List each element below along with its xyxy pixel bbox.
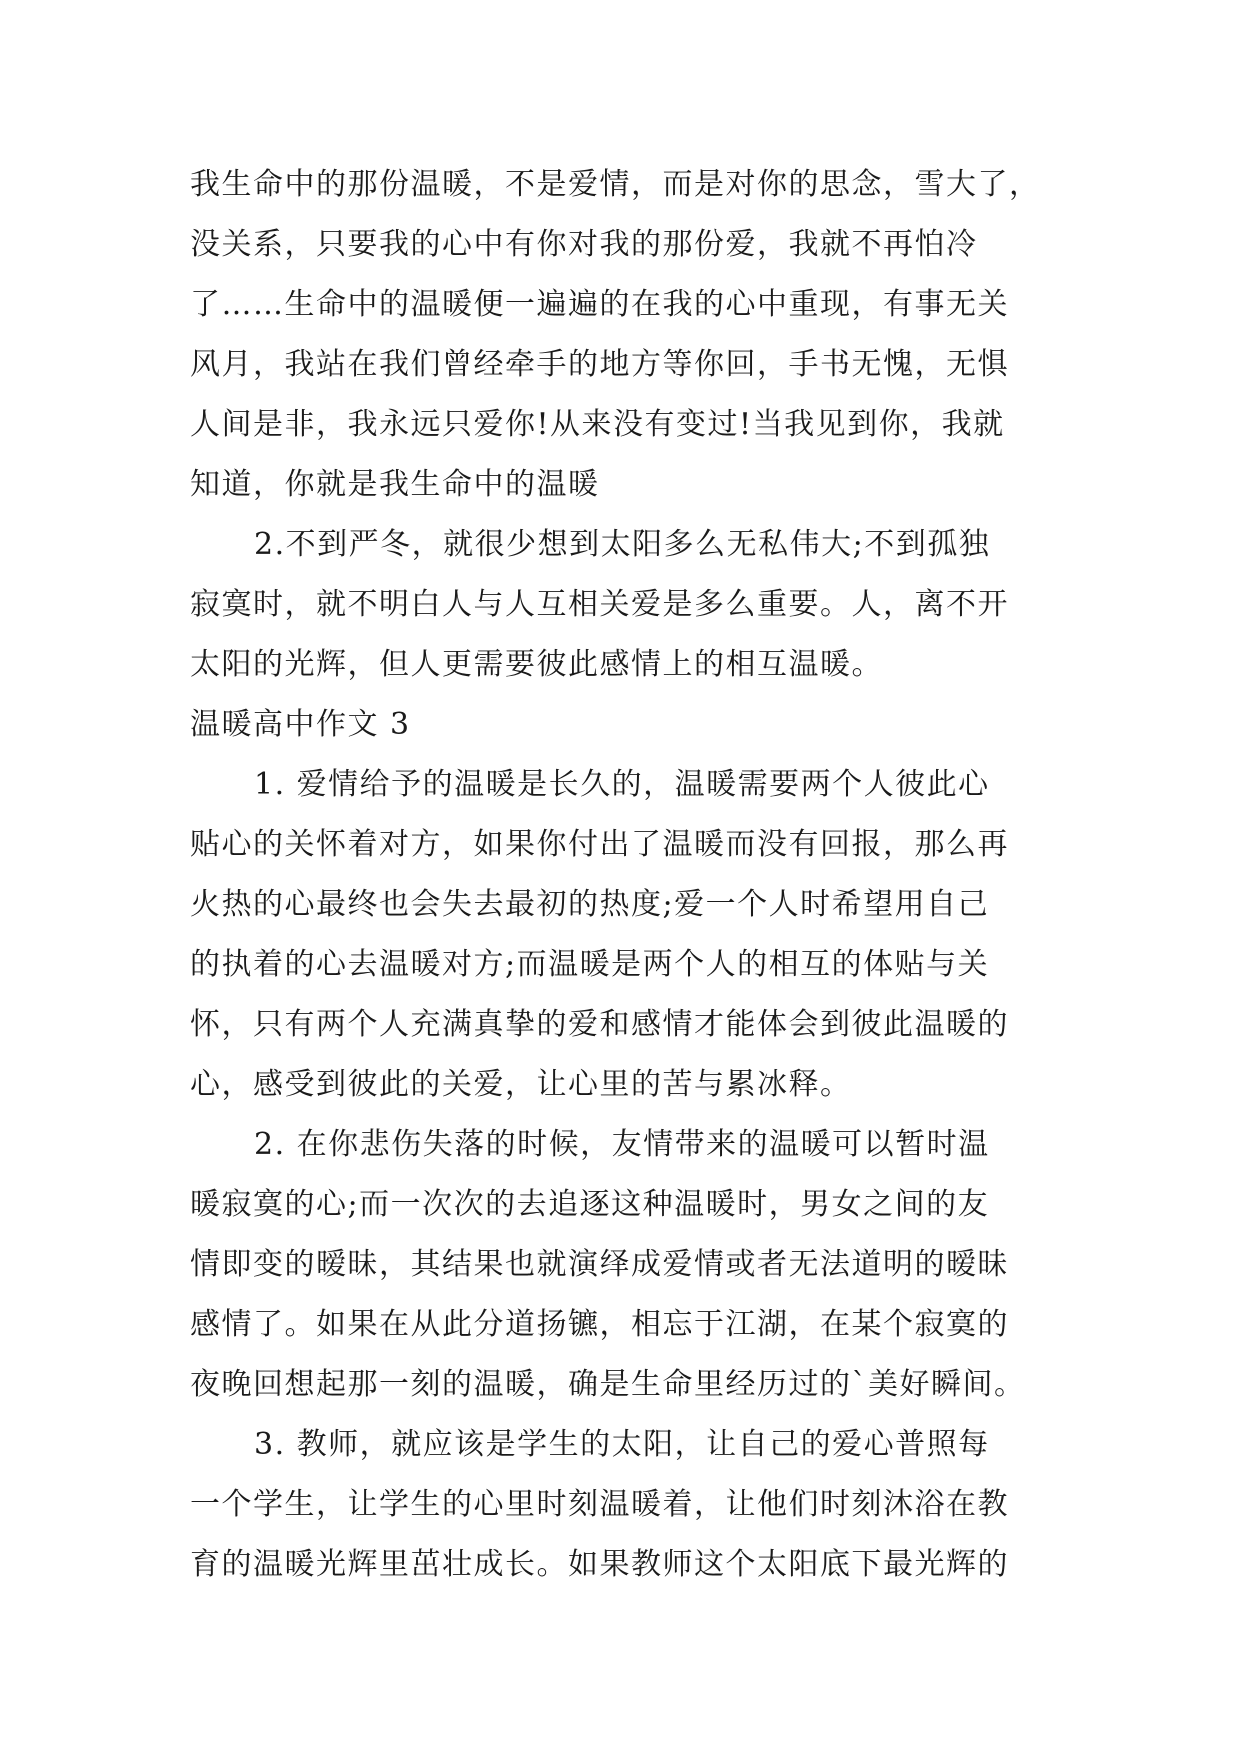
text-line: 我生命中的那份温暖，不是爱情，而是对你的思念，雪大了， — [190, 167, 1041, 202]
text-line: 怀，只有两个人充满真挚的爱和感情才能体会到彼此温暖的 — [190, 1007, 1009, 1042]
text-line: 心，感受到彼此的关爱，让心里的苦与累冰释。 — [190, 1067, 852, 1102]
document-body — [190, 155, 1060, 1595]
text-line: 感情了。如果在从此分道扬镳，相忘于江湖，在某个寂寞的 — [190, 1307, 1009, 1342]
text-line: 1. 爱情给予的温暖是长久的，温暖需要两个人彼此心 — [254, 767, 990, 802]
text-line: 没关系，只要我的心中有你对我的那份爱，我就不再怕冷 — [190, 227, 978, 262]
text-line: 火热的心最终也会失去最初的热度;爱一个人时希望用自己 — [190, 887, 990, 922]
paragraph-love-warmth — [190, 755, 1060, 1115]
text-line: 一个学生，让学生的心里时刻温暖着，让他们时刻沐浴在教 — [190, 1487, 1009, 1522]
text-line: 寂寞时，就不明白人与人互相关爱是多么重要。人，离不开 — [190, 587, 1009, 622]
text-line: 的执着的心去温暖对方;而温暖是两个人的相互的体贴与关 — [190, 947, 990, 982]
text-line: 2. 在你悲伤失落的时候，友情带来的温暖可以暂时温 — [254, 1127, 990, 1162]
essay-title: 温暖高中作文 3 — [190, 707, 411, 742]
text-line: 夜晚回想起那一刻的温暖，确是生命里经历过的`美好瞬间。 — [190, 1367, 1026, 1402]
text-line: 人间是非，我永远只爱你!从来没有变过!当我见到你，我就 — [190, 407, 1005, 442]
paragraph-winter-sun — [190, 515, 1060, 695]
paragraph-friendship-warmth — [190, 1115, 1060, 1415]
text-line: 了……生命中的温暖便一遍遍的在我的心中重现，有事无关 — [190, 287, 1009, 322]
text-line: 太阳的光辉，但人更需要彼此感情上的相互温暖。 — [190, 647, 883, 682]
text-line: 情即变的暧昧，其结果也就演绎成爱情或者无法道明的暧昧 — [190, 1247, 1009, 1282]
text-line: 育的温暖光辉里茁壮成长。如果教师这个太阳底下最光辉的 — [190, 1547, 1009, 1582]
text-line: 暖寂寞的心;而一次次的去追逐这种温暖时，男女之间的友 — [190, 1187, 990, 1222]
text-line: 2.不到严冬，就很少想到太阳多么无私伟大;不到孤独 — [254, 527, 991, 562]
paragraph-teacher-sun — [190, 1415, 1060, 1595]
text-line: 知道，你就是我生命中的温暖 — [190, 467, 600, 502]
text-line: 贴心的关怀着对方，如果你付出了温暖而没有回报，那么再 — [190, 827, 1009, 862]
paragraph-love-warmth-reflection — [190, 155, 1060, 515]
text-line: 风月，我站在我们曾经牵手的地方等你回，手书无愧，无惧 — [190, 347, 1009, 382]
section-heading — [190, 695, 1060, 755]
text-line: 3. 教师，就应该是学生的太阳，让自己的爱心普照每 — [254, 1427, 990, 1462]
